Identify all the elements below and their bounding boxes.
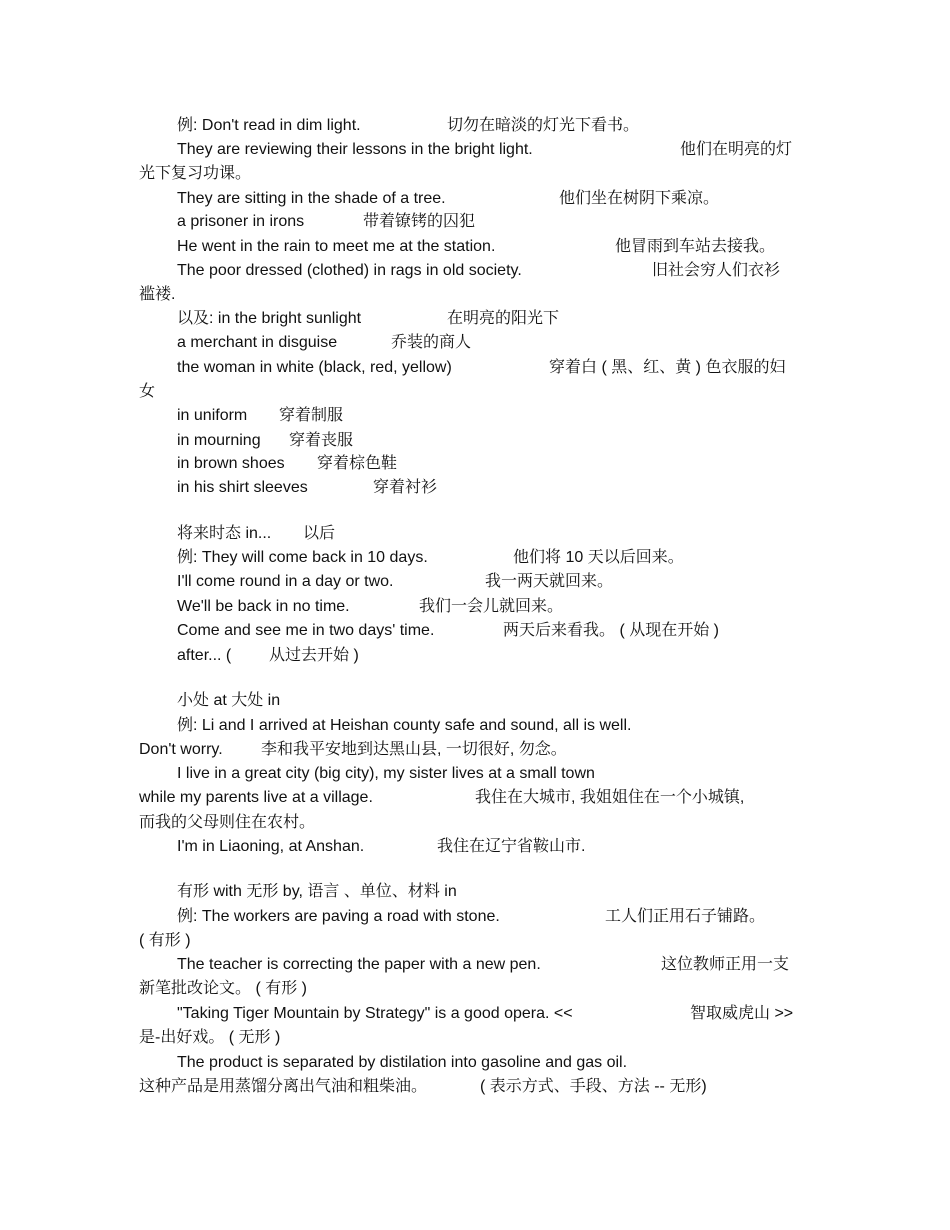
english-text: The poor dressed (clothed) in rags in old society.	[177, 262, 522, 279]
heading-text: 小处 at 大处 in	[177, 692, 281, 709]
english-text: He went in the rain to meet me at the station.	[177, 238, 496, 255]
chinese-text: 他们将 10 天以后回来。	[513, 549, 684, 566]
chinese-text: 从过去开始 )	[269, 647, 359, 664]
chinese-text: 工人们正用石子铺路。	[605, 908, 766, 925]
english-text: Don't worry.	[139, 741, 223, 758]
chinese-text: 智取威虎山 >>	[690, 1005, 794, 1022]
annotation-text: ( 表示方式、手段、方法 -- 无形)	[480, 1078, 707, 1095]
heading-text: 有形 with 无形 by, 语言 、单位、材料 in	[177, 883, 457, 900]
chinese-text: 穿着白 ( 黑、红、黄 ) 色衣服的妇	[549, 359, 786, 376]
chinese-text: 这种产品是用蒸馏分离出气油和粗柴油。	[139, 1078, 428, 1095]
chinese-text: 穿着棕色鞋	[317, 455, 398, 472]
english-text: 例: The workers are paving a road with stone.	[177, 908, 500, 925]
chinese-text: 我一两天就回来。	[485, 573, 614, 590]
continuation-text: 新笔批改论文。 ( 有形 )	[139, 980, 307, 997]
continuation-text: 女	[139, 383, 156, 400]
english-text: I'll come round in a day or two.	[177, 573, 394, 590]
continuation-text: 褴褛.	[139, 286, 176, 303]
english-text: They are reviewing their lessons in the bright light.	[177, 141, 533, 158]
chinese-text: 乔装的商人	[391, 334, 472, 351]
chinese-text: 我住在辽宁省鞍山市.	[437, 838, 586, 855]
heading-text: 将来时态 in...	[177, 525, 272, 542]
chinese-text: 他们在明亮的灯	[680, 141, 793, 158]
english-text: after... (	[177, 647, 232, 664]
chinese-text: 穿着丧服	[289, 432, 354, 449]
chinese-text: 旧社会穷人们衣衫	[652, 262, 781, 279]
english-text: a merchant in disguise	[177, 334, 338, 351]
chinese-text: 穿着衬衫	[373, 479, 438, 496]
english-text: the woman in white (black, red, yellow)	[177, 359, 452, 376]
english-text: "Taking Tiger Mountain by Strategy" is a good opera. <<	[177, 1005, 573, 1022]
english-text: Come and see me in two days' time.	[177, 622, 435, 639]
chinese-text: 这位教师正用一支	[661, 956, 790, 973]
chinese-text: 带着镣铐的囚犯	[363, 213, 476, 230]
english-text: 以及: in the bright sunlight	[177, 310, 362, 327]
english-text: The teacher is correcting the paper with a new pen.	[177, 956, 541, 973]
chinese-text: 我们一会儿就回来。	[419, 598, 564, 615]
english-text: in brown shoes	[177, 455, 285, 472]
continuation-text: 光下复习功课。	[139, 165, 252, 182]
english-text: while my parents live at a village.	[139, 789, 373, 806]
english-text: in mourning	[177, 432, 261, 449]
chinese-text: 他们坐在树阴下乘凉。	[559, 190, 720, 207]
english-text: 例: Don't read in dim light.	[177, 117, 361, 134]
english-text: 例: They will come back in 10 days.	[177, 549, 428, 566]
english-text: The product is separated by distilation into gasoline and gas oil.	[177, 1054, 628, 1071]
english-text: in his shirt sleeves	[177, 479, 308, 496]
heading-suffix: 以后	[303, 525, 336, 542]
english-text: They are sitting in the shade of a tree.	[177, 190, 446, 207]
chinese-text: 穿着制服	[279, 407, 344, 424]
english-text: a prisoner in irons	[177, 213, 305, 230]
english-text: We'll be back in no time.	[177, 598, 350, 615]
chinese-text: 他冒雨到车站去接我。	[615, 238, 776, 255]
chinese-text: 两天后来看我。 ( 从现在开始 )	[503, 622, 719, 639]
continuation-text: ( 有形 )	[139, 932, 191, 949]
english-text: in uniform	[177, 407, 248, 424]
english-text: I live in a great city (big city), my sister lives at a small town	[177, 765, 595, 782]
continuation-text: 而我的父母则住在农村。	[139, 814, 316, 831]
chinese-text: 切勿在暗淡的灯光下看书。	[447, 117, 640, 134]
chinese-text: 我住在大城市, 我姐姐住在一个小城镇,	[475, 789, 745, 806]
continuation-text: 是-出好戏。 ( 无形 )	[139, 1029, 281, 1046]
english-text: I'm in Liaoning, at Anshan.	[177, 838, 365, 855]
chinese-text: 李和我平安地到达黑山县, 一切很好, 勿念。	[261, 741, 567, 758]
chinese-text: 在明亮的阳光下	[447, 310, 560, 327]
english-text: 例: Li and I arrived at Heishan county safe and sound, all is well.	[177, 717, 632, 734]
